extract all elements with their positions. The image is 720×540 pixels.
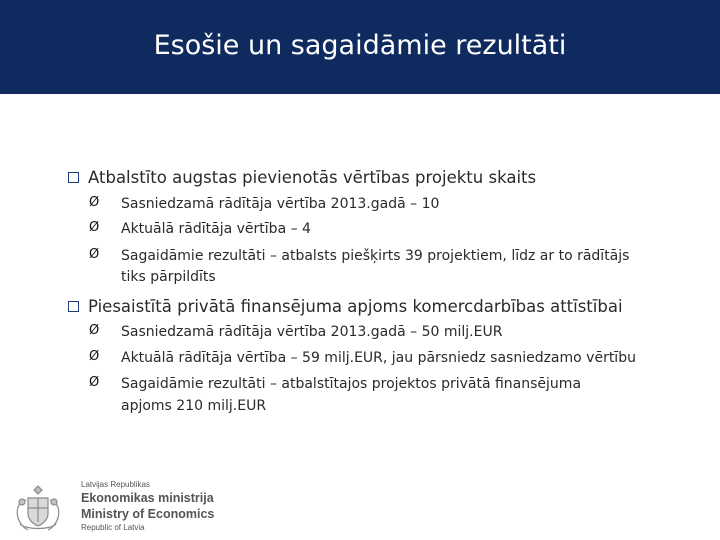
list-item: Aktuālā rādītāja vērtība – 59 milj.EUR, jau pārsniedz sasniedzamo vērtību [121,350,636,366]
list-item: Sasniedzamā rādītāja vērtība 2013.gadā – 10 [121,196,440,212]
section-heading: Piesaistītā privātā finansējuma apjoms komercdarbības attīstībai [88,297,623,316]
slide-title: Esošie un sagaidāmie rezultāti [153,30,567,61]
square-bullet-icon [68,301,79,312]
arrow-bullet-icon: Ø [89,349,100,364]
list-item-continuation: tiks pārpildīts [121,269,216,285]
ministry-logo [8,478,228,540]
list-item-continuation: apjoms 210 milj.EUR [121,398,267,414]
logo-line-republic-lv: Latvijas Republikas [81,480,150,489]
logo-line-ministry-en: Ministry of Economics [81,507,215,521]
arrow-bullet-icon: Ø [89,195,100,210]
square-bullet-icon [68,172,79,183]
list-item: Aktuālā rādītāja vērtība – 4 [121,221,311,237]
section-heading: Atbalstīto augstas pievienotās vērtības projektu skaits [88,168,537,187]
arrow-bullet-icon: Ø [89,220,100,235]
logo-line-republic-en: Republic of Latvia [81,523,145,532]
coat-of-arms-icon [8,480,68,540]
arrow-bullet-icon: Ø [89,323,100,338]
arrow-bullet-icon: Ø [89,247,100,262]
title-bar [0,0,720,94]
list-item: Sasniedzamā rādītāja vērtība 2013.gadā – 50 milj.EUR [121,324,503,340]
list-item: Sagaidāmie rezultāti – atbalstītajos projektos privātā finansējuma [121,376,582,392]
list-item: Sagaidāmie rezultāti – atbalsts piešķirts 39 projektiem, līdz ar to rādītājs [121,248,630,264]
arrow-bullet-icon: Ø [89,375,100,390]
logo-line-ministry-lv: Ekonomikas ministrija [81,491,214,505]
